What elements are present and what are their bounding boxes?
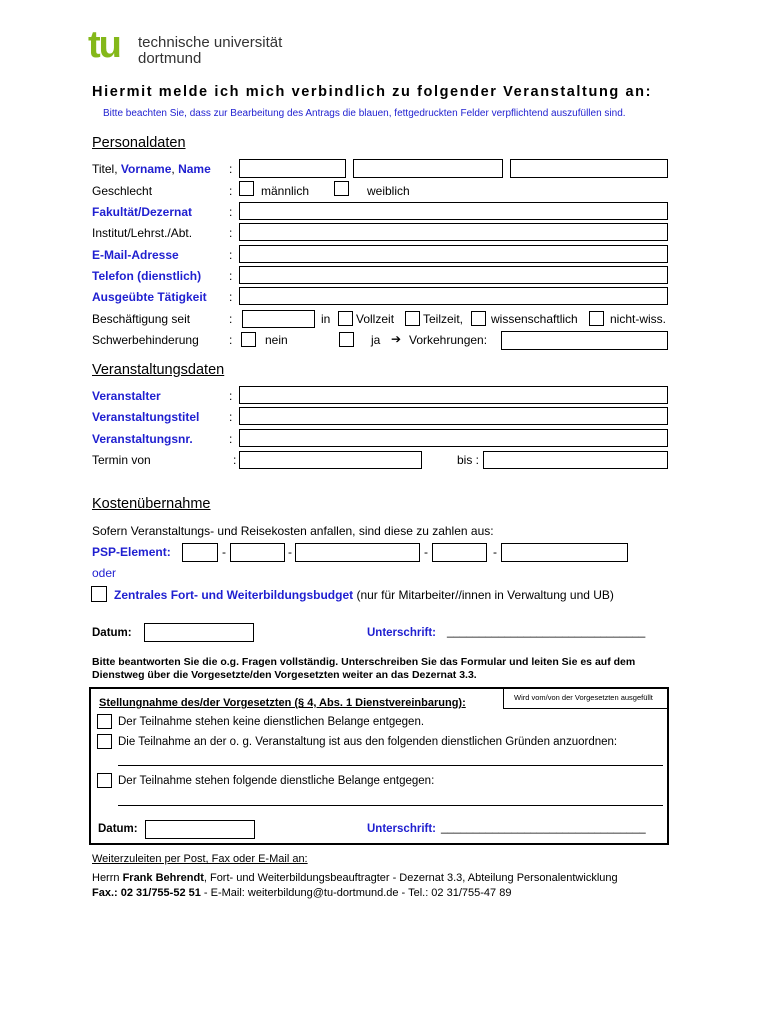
psp-input-2[interactable] bbox=[230, 543, 285, 562]
section-personal-heading: Personaldaten bbox=[92, 135, 186, 151]
veranstalter-input[interactable] bbox=[239, 386, 668, 404]
psp-dash: - bbox=[288, 545, 292, 559]
name-label bbox=[92, 162, 211, 176]
forward-note: Weiterzuleiten per Post, Fax oder E-Mail an: bbox=[92, 853, 308, 865]
vollzeit-checkbox[interactable] bbox=[338, 311, 353, 326]
wissenschaftlich-label: wissenschaftlich bbox=[491, 312, 578, 326]
opt3-label: Der Teilnahme stehen folgende dienstliche Belange entgegen: bbox=[118, 775, 435, 787]
fax-number: Fax.: 02 31/755-52 51 bbox=[92, 887, 201, 899]
vollzeit-label: Vollzeit bbox=[356, 312, 395, 326]
in-label: in bbox=[321, 312, 331, 326]
maennlich-label: männlich bbox=[261, 184, 310, 198]
opt1-checkbox[interactable] bbox=[97, 714, 112, 729]
veranstaltungstitel-label: Veranstaltungstitel bbox=[92, 410, 200, 424]
colon: : bbox=[229, 432, 233, 446]
opt2-reason-line[interactable] bbox=[118, 765, 663, 766]
nichtwiss-label: nicht-wiss. bbox=[610, 312, 667, 326]
vorname-label: Vorname bbox=[120, 162, 172, 176]
teilzeit-label: Teilzeit, bbox=[423, 312, 464, 326]
psp-input-5[interactable] bbox=[501, 543, 628, 562]
budget-line bbox=[114, 588, 614, 602]
comma: , bbox=[171, 162, 175, 176]
bis-label: bis : bbox=[457, 453, 480, 467]
supervisor-unterschrift-label: Unterschrift: bbox=[367, 823, 437, 835]
fakultaet-input[interactable] bbox=[239, 202, 668, 220]
supervisor-datum-label: Datum: bbox=[98, 823, 138, 835]
colon: : bbox=[229, 205, 233, 219]
email-input[interactable] bbox=[239, 245, 668, 263]
weiblich-label: weiblich bbox=[367, 184, 410, 198]
form-title: Hiermit melde ich mich verbindlich zu folgender Veranstaltung an: bbox=[92, 84, 653, 100]
contact-role: , Fort- und Weiterbildungsbeauftragter - Dezernat 3.3, Abteilung Personalentwicklung bbox=[203, 872, 618, 884]
nein-label: nein bbox=[265, 333, 288, 347]
opt1-label: Der Teilnahme stehen keine dienstlichen Belange entgegen. bbox=[118, 716, 425, 728]
contact-line-2 bbox=[92, 887, 511, 899]
university-logo bbox=[88, 24, 308, 70]
maennlich-checkbox[interactable] bbox=[239, 181, 254, 196]
colon: : bbox=[229, 226, 233, 240]
schwerbehinderung-ja-checkbox[interactable] bbox=[339, 332, 354, 347]
arrow-icon: ➔ bbox=[391, 332, 402, 346]
titel-input[interactable] bbox=[239, 159, 346, 178]
unterschrift-label: Unterschrift: bbox=[367, 627, 437, 639]
taetigkeit-label: Ausgeübte Tätigkeit bbox=[92, 290, 207, 304]
section-event-heading: Veranstaltungsdaten bbox=[92, 362, 225, 378]
psp-dash: - bbox=[222, 545, 226, 559]
termin-label: Termin von bbox=[92, 453, 151, 467]
colon: : bbox=[229, 162, 233, 176]
titel-label: Titel, bbox=[92, 162, 118, 176]
beschaeftigung-label: Beschäftigung seit bbox=[92, 312, 191, 326]
termin-von-input[interactable] bbox=[239, 451, 422, 469]
cost-intro: Sofern Veranstaltungs- und Reisekosten anfallen, sind diese zu zahlen aus: bbox=[92, 524, 494, 538]
colon: : bbox=[229, 333, 233, 347]
contact-details: - E-Mail: weiterbildung@tu-dortmund.de - Tel.: 02 31/755-47 89 bbox=[200, 887, 512, 899]
logo-line1: technische universität bbox=[138, 34, 283, 51]
institut-label: Institut/Lehrst./Abt. bbox=[92, 226, 193, 240]
colon: : bbox=[229, 269, 233, 283]
supervisor-note-box bbox=[503, 689, 669, 709]
psp-dash: - bbox=[424, 545, 428, 559]
contact-name: Frank Behrendt bbox=[122, 872, 204, 884]
taetigkeit-input[interactable] bbox=[239, 287, 668, 305]
name-input[interactable] bbox=[510, 159, 668, 178]
ja-label: ja bbox=[371, 333, 381, 347]
datum-input[interactable] bbox=[144, 623, 254, 642]
budget-label: Zentrales Fort- und Weiterbildungsbudget bbox=[114, 588, 354, 602]
name-label-text: Name bbox=[178, 162, 211, 176]
unterschrift-line: _______________________________ bbox=[447, 626, 646, 638]
psp-label: PSP-Element: bbox=[92, 545, 171, 559]
opt3-reason-line[interactable] bbox=[118, 805, 663, 806]
teilzeit-checkbox[interactable] bbox=[405, 311, 420, 326]
budget-note: (nur für Mitarbeiter//innen in Verwaltung und UB) bbox=[356, 588, 614, 602]
logo-line2: dortmund bbox=[138, 50, 202, 67]
opt3-checkbox[interactable] bbox=[97, 773, 112, 788]
colon: : bbox=[229, 410, 233, 424]
colon: : bbox=[229, 290, 233, 304]
mandatory-notice: Bitte beachten Sie, dass zur Bearbeitung des Antrags die blauen, fettgedruckten Felder verpflichtend auszufüllen sind. bbox=[103, 108, 626, 119]
instructions: Bitte beantworten Sie die o.g. Fragen vollständig. Unterschreiben Sie das Formular und leiten Sie es auf dem Dienstweg über die Vorgesetzte/den Vorgesetzten weiter an das Dezernat 3.3. bbox=[92, 656, 636, 681]
psp-input-4[interactable] bbox=[432, 543, 487, 562]
logo-mark: tu bbox=[88, 24, 120, 66]
schwerbehinderung-label: Schwerbehinderung bbox=[92, 333, 199, 347]
section-cost-heading: Kostenübernahme bbox=[92, 496, 211, 512]
vorkehrungen-input[interactable] bbox=[501, 331, 668, 350]
institut-input[interactable] bbox=[239, 223, 668, 241]
termin-bis-input[interactable] bbox=[483, 451, 668, 469]
vorname-input[interactable] bbox=[353, 159, 503, 178]
veranstaltungsnr-label: Veranstaltungsnr. bbox=[92, 432, 193, 446]
supervisor-datum-input[interactable] bbox=[145, 820, 255, 839]
geschlecht-label: Geschlecht bbox=[92, 184, 153, 198]
budget-checkbox[interactable] bbox=[91, 586, 107, 602]
supervisor-box bbox=[89, 687, 669, 845]
psp-input-3[interactable] bbox=[295, 543, 420, 562]
beschaeftigung-input[interactable] bbox=[242, 310, 315, 328]
datum-label: Datum: bbox=[92, 627, 132, 639]
vorkehrungen-label: Vorkehrungen: bbox=[409, 333, 488, 347]
supervisor-unterschrift-line: ________________________________ bbox=[441, 822, 646, 834]
opt2-label: Die Teilnahme an der o. g. Veranstaltung ist aus den folgenden dienstlichen Gründen anzuordnen: bbox=[118, 736, 618, 748]
psp-input-1[interactable] bbox=[182, 543, 218, 562]
contact-line-1 bbox=[92, 872, 618, 884]
telefon-input[interactable] bbox=[239, 266, 668, 284]
telefon-label: Telefon (dienstlich) bbox=[92, 269, 202, 283]
psp-dash: - bbox=[493, 545, 497, 559]
opt2-checkbox[interactable] bbox=[97, 734, 112, 749]
herrn-label: Herrn bbox=[92, 872, 123, 884]
veranstalter-label: Veranstalter bbox=[92, 389, 161, 403]
colon: : bbox=[229, 389, 233, 403]
nichtwiss-checkbox[interactable] bbox=[589, 311, 604, 326]
schwerbehinderung-nein-checkbox[interactable] bbox=[241, 332, 256, 347]
fakultaet-label: Fakultät/Dezernat bbox=[92, 205, 193, 219]
wissenschaftlich-checkbox[interactable] bbox=[471, 311, 486, 326]
supervisor-note: Wird vom/von der Vorgesetzten ausgefüllt bbox=[514, 693, 653, 702]
colon: : bbox=[229, 312, 233, 326]
oder-label: oder bbox=[92, 566, 117, 580]
colon: : bbox=[229, 248, 233, 262]
weiblich-checkbox[interactable] bbox=[334, 181, 349, 196]
colon: : bbox=[229, 184, 233, 198]
veranstaltungstitel-input[interactable] bbox=[239, 407, 668, 425]
veranstaltungsnr-input[interactable] bbox=[239, 429, 668, 447]
supervisor-heading: Stellungnahme des/der Vorgesetzten (§ 4, Abs. 1 Dienstvereinbarung): bbox=[99, 697, 466, 709]
email-label: E-Mail-Adresse bbox=[92, 248, 179, 262]
colon: : bbox=[233, 453, 237, 467]
